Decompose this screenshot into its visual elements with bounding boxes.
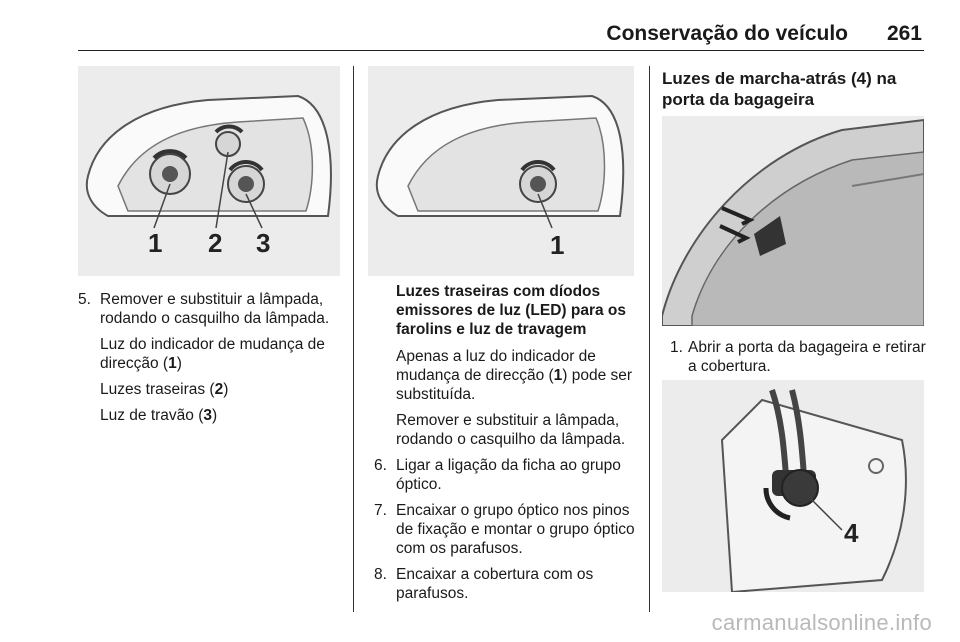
text-run: Apenas a luz do indicador de mudança de direcção (	[396, 348, 596, 384]
text-run: )	[212, 407, 218, 424]
column-divider-1	[353, 66, 354, 612]
step-6	[374, 456, 636, 494]
bold-number: 2	[214, 381, 224, 398]
figure-callout-2: 2	[208, 228, 223, 258]
replaceable-note	[396, 347, 636, 404]
column-2-text	[374, 282, 636, 610]
text-run: Luzes traseiras (	[100, 381, 215, 398]
page-title: Conservação do veículo	[606, 22, 848, 45]
bold-number: 3	[203, 407, 213, 424]
header-rule	[78, 50, 924, 51]
step-number: 7.	[374, 502, 387, 519]
figure-tail-lamp-bulbs	[78, 66, 340, 276]
tail-lights-line	[78, 380, 340, 399]
step-text: Abrir a porta da bagageira e retirar a cobertura.	[688, 339, 926, 375]
step-text: Encaixar a cobertura com os parafusos.	[396, 566, 594, 602]
page-number: 261	[886, 22, 922, 45]
figure-led-tail-lamp	[368, 66, 634, 276]
page-header	[0, 0, 960, 52]
column-1-text	[78, 290, 340, 432]
step-number: 5.	[78, 291, 91, 308]
figure-callout-1: 1	[148, 228, 163, 258]
text-run: )	[176, 355, 182, 372]
step-number: 1.	[670, 339, 683, 356]
bold-number: 1	[553, 367, 563, 384]
turn-indicator-line	[78, 335, 340, 373]
step-text: Remover e substituir a lâmpada, rodando o casquilho da lâmpada.	[100, 291, 330, 327]
figure-callout-4: 4	[844, 518, 859, 548]
brake-light-line	[78, 406, 340, 425]
reversing-lights-heading: Luzes de marcha-atrás (4) na porta da bagageira	[662, 69, 897, 109]
text-run: Luz de travão (	[100, 407, 204, 424]
step-1	[670, 338, 932, 376]
text-run: )	[223, 381, 229, 398]
step-8	[374, 565, 636, 603]
figure-callout-1: 1	[550, 230, 565, 260]
step-number: 6.	[374, 457, 387, 474]
step-7	[374, 501, 636, 558]
remove-bulb-note: Remover e substituir a lâmpada, rodando o casquilho da lâmpada.	[396, 412, 626, 448]
figure-callout-3: 3	[256, 228, 271, 258]
led-section-heading: Luzes traseiras com díodos emissores de luz (LED) para os farolins e luz de travagem	[396, 283, 626, 338]
text-run: Luz do indicador de mudança de direcção (	[100, 336, 325, 372]
bold-number: 1	[168, 355, 177, 372]
column-divider-2	[649, 66, 650, 612]
step-5	[78, 290, 340, 328]
column-3-text	[670, 338, 932, 383]
watermark: carmanualsonline.info	[711, 610, 932, 635]
step-text: Ligar a ligação da ficha ao grupo óptico.	[396, 457, 621, 493]
step-number: 8.	[374, 566, 387, 583]
text-run: ) pode ser substituída.	[396, 367, 633, 403]
step-text: Encaixar o grupo óptico nos pinos de fixação e montar o grupo óptico com os parafusos.	[396, 502, 635, 557]
figure-reversing-light-bulb	[662, 380, 924, 592]
figure-tailgate	[662, 116, 924, 326]
